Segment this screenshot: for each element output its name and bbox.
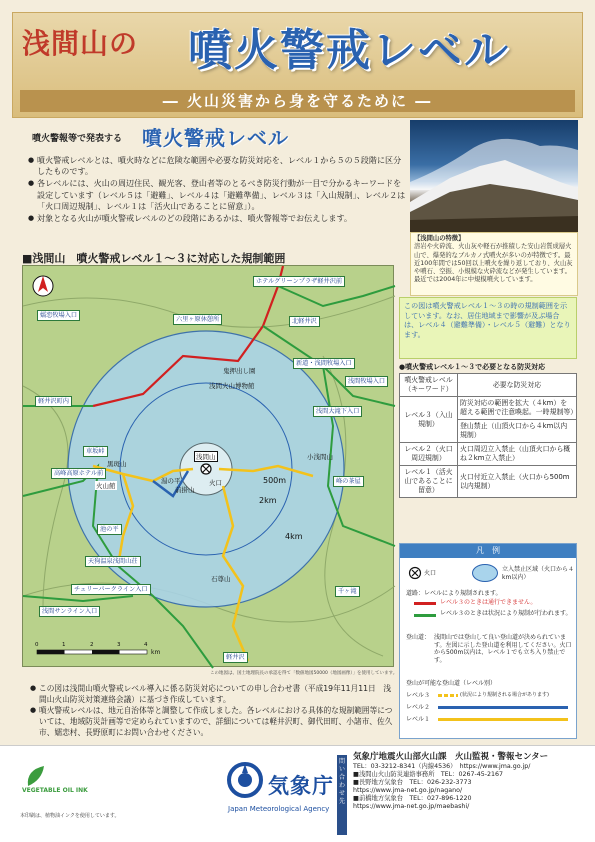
table-row [400,466,577,498]
veg-logo-text: VEGETABLE OIL INK [22,787,88,794]
station3-tel: TEL：027-896-1220 [409,795,472,802]
bottom-note: ● この図は浅間山噴火警戒レベル導入に係る防災対応についての申し合わせ書（平成19年11月11日 浅間山火山防災対策連絡会議）に基づき作成しています。 [30,683,395,705]
crater-legend-icon [408,566,422,580]
contact-tag: 問い合わせ先 [337,755,347,835]
station3: ■前橋地方気象台 [353,795,404,802]
action-cell: 防災対応の範囲を拡大（４km）を超える範囲で注意喚起。一時規制等） [458,397,577,420]
label-kurofu: 黒斑山 [107,460,127,468]
legend-lv1: レベル１ [406,716,431,723]
intro-bullet: ● 対象となる火山が噴火警戒レベルのどの段階にあるかは、噴火警報等でお伝えします。 [28,213,408,224]
scale-tick: 2 [90,642,94,648]
label-tenguonsen: 天狗温泉浅間山荘 [85,556,141,567]
scale-unit: km [151,649,161,656]
legend-zone: 立入禁止区域（火口から４km以内） [502,566,575,581]
lv1-swatch [438,718,568,721]
level-cell: レベル２（火口周辺規制） [400,443,458,466]
label-takamine: 高峰高原ホテル前 [51,468,106,479]
legend [399,543,577,739]
label-mt-kohei: 小浅間山 [307,453,333,461]
intro-bullet: ● 各レベルには、火山の周辺住民、観光客、登山者等のとるべき防災行動が一目で分かるキーワードを設定しています（レベル５は「避難」、レベル４は「避難準備」、レベル３は「入山規制」、レベル２は「火口周辺規制」、レベル１は「活火山であることに留意」）。 [28,178,408,212]
intro-head-small: 噴火警報等で発表する [32,134,123,144]
station3-row [353,795,583,803]
label-chikuma2: 千ヶ滝 [335,586,360,597]
label-kazangekan: 火山館 [96,482,116,490]
label-asama: 浅間山 [196,453,216,461]
road-green-swatch [414,614,436,617]
vegetable-oil-ink-logo [20,760,88,796]
restriction-map [22,265,394,667]
level-cell: レベル１（活火山であることに留意） [400,466,458,498]
label-shinkai: 新道・浅間牧場入口 [293,358,355,369]
legend-crater: 火口 [424,570,437,577]
station1-row [353,771,583,779]
bottom-notes [30,683,395,738]
title-prefix: 浅間山の [22,27,139,60]
measures-heading: ●噴火警戒レベル１～３で必要となる防災対応 [399,363,546,371]
label-kubo: 嬬恋牧場入口 [37,310,80,321]
intro-head-big: 噴火警戒レベル [142,126,289,150]
station2-row [353,779,583,787]
scale-tick: 1 [62,642,66,648]
legend-trail-head: 登山道： [406,634,431,641]
main-tel: TEL：03-3212-8341（内線4536） https://www.jma.go.jp/ [353,763,531,770]
legend-trail-avail: 登山が可能な登山道（レベル別） [406,680,497,687]
lv2-swatch [438,706,568,709]
table-row [400,397,577,420]
legend-lv3: レベル３ [406,692,431,699]
label-yusan: 湯の平 [161,477,181,485]
legend-lv3-note: (状況により規制される場合があります) [460,692,549,698]
label-karuizawa-road: 軽井沢 [223,652,248,663]
label-daiichi: 浅間大滝下入口 [313,406,362,417]
legend-road-red: レベル３のときは通行できません。 [440,599,537,606]
jma-logo-icon [225,760,265,800]
contact-block [353,752,583,811]
main-office: 気象庁地震火山部火山課 火山監視・警報センター [353,752,549,762]
lv3-swatch [438,694,458,697]
scale-tick: 3 [117,642,121,648]
station2-url[interactable]: https://www.jma-net.go.jp/nagano/ [353,787,463,794]
label-2km: 2km [259,496,277,505]
label-500m: 500m [263,476,287,485]
label-hotel: ホテルグリーンプラザ軽井沢前 [253,276,345,287]
bottom-note: ● 噴火警戒レベルは、地元自治体等と調整して作成しました。各レベルにおける具体的な規制範囲等については、地域防災計画等で定められていますので、詳細については軽井沢町、御代田町、小諸市、佐久市、嬬恋村、長野原町にお問い合わせください。 [30,705,395,738]
legend-lv2: レベル２ [406,704,431,711]
label-oni: 鬼押出し園 [223,367,256,375]
feature-text: 溶岩や火砕流、火山灰や軽石が推積した安山岩質成層火山で、爆発的なブルカノ式噴火が多いのが特徴です。最近100年間では50回以上噴火を繰り返しており、火山灰や噴石、空振、小規模な火砕流などが発生しています。最近では2004年に中規模噴火しています。 [414,243,573,284]
action-cell: 火口周辺立入禁止（山頂火口から概ね２km立入禁止） [458,443,577,466]
label-kurumazaka: 車坂峠 [83,446,108,457]
volcano-photo [410,120,578,232]
table-header-row [400,374,577,397]
map-credit: この地図は、国土地理院長の承認を得て「数値地図50000（地図画像）」を使用しています。 [210,671,398,676]
veg-note: 本印刷は、植物油インクを使用しています。 [20,813,120,819]
feature-title: 【浅間山の特徴】 [414,235,465,242]
action-cell: 登山禁止（山頂火口から４km以内規制） [458,420,577,443]
label-ikedaike: 池の平 [97,524,122,535]
jma-name: 気象庁 [268,774,334,798]
label-museum: 浅間火山博物館 [209,382,255,390]
intro-bullet: ● 噴火警戒レベルとは、噴火時などに危険な範囲や必要な防災対応を、レベル１から５の５段階に区分したものです。 [28,155,408,177]
table-row [400,443,577,466]
label-asama-chikuma: 浅間サンライン入口 [39,606,100,617]
measures-table [399,373,577,498]
subtitle: ― 火山災害から身を守るために ― [20,90,575,112]
scale-tick: 4 [144,642,148,648]
label-4km: 4km [285,532,303,541]
map-heading: ■浅間山 噴火警戒レベル１～３に対応した規制範囲 [22,252,286,265]
action-cell: 火口付近立入禁止（火口から500m以内規制） [458,466,577,498]
label-chikuma: チェリーパークライン入口 [71,584,151,595]
feature-box [410,232,578,296]
legend-road-head: 道路：レベルにより規制されます。 [406,590,502,597]
label-kitakaruizawa: 北軽井沢 [289,316,320,327]
station2: ■長野地方気象台 [353,779,404,786]
station1-tel: TEL：0267-45-2167 [440,771,504,778]
col-level: 噴火警戒レベル（キーワード） [400,374,458,397]
legend-trail-text: 浅間山では登山して良い登山道が決められています。左図に示した登山道を利用してください。火口から500m以内は、レベル１でも立ち入り禁止です。 [434,634,572,664]
legend-title: 凡 例 [400,544,576,558]
level-cell: レベル３（入山規制） [400,397,458,443]
label-maekake: 前掛山 [175,486,195,494]
station1: ■浅間山火山防災連絡事務所 [353,771,435,778]
label-ishizon: 石尊山 [211,575,231,583]
label-sengataki: 六里ヶ原休憩所 [173,314,222,325]
label-crater: 火口 [209,479,222,487]
station3-url[interactable]: https://www.jma-net.go.jp/maebashi/ [353,803,470,810]
map-note: この図は噴火警戒レベル１～３の時の規制範囲を示しています。なお、居住地域まで影響が及ぶ場合は、レベル４（避難準備）・レベル５（避難）となります。 [399,297,577,359]
label-asama-ranch: 浅間牧場入口 [345,376,388,387]
jma-en: Japan Meteorological Agency [228,805,330,813]
zone-legend-swatch [472,564,498,582]
label-irie: 軽井沢町内 [35,396,72,407]
label-minenochaya: 峰の茶屋 [333,476,364,487]
station2-tel: TEL：026-232-3773 [409,779,472,786]
legend-road-green: レベル３のときは状況により規制が行われます。 [440,610,572,617]
road-red-swatch [414,602,436,605]
scale-tick: 0 [35,642,39,648]
intro-bullets [28,155,408,225]
col-action: 必要な防災対応 [458,374,577,397]
mountain-illustration [410,120,578,232]
page-title: 噴火警戒レベル [188,25,510,76]
